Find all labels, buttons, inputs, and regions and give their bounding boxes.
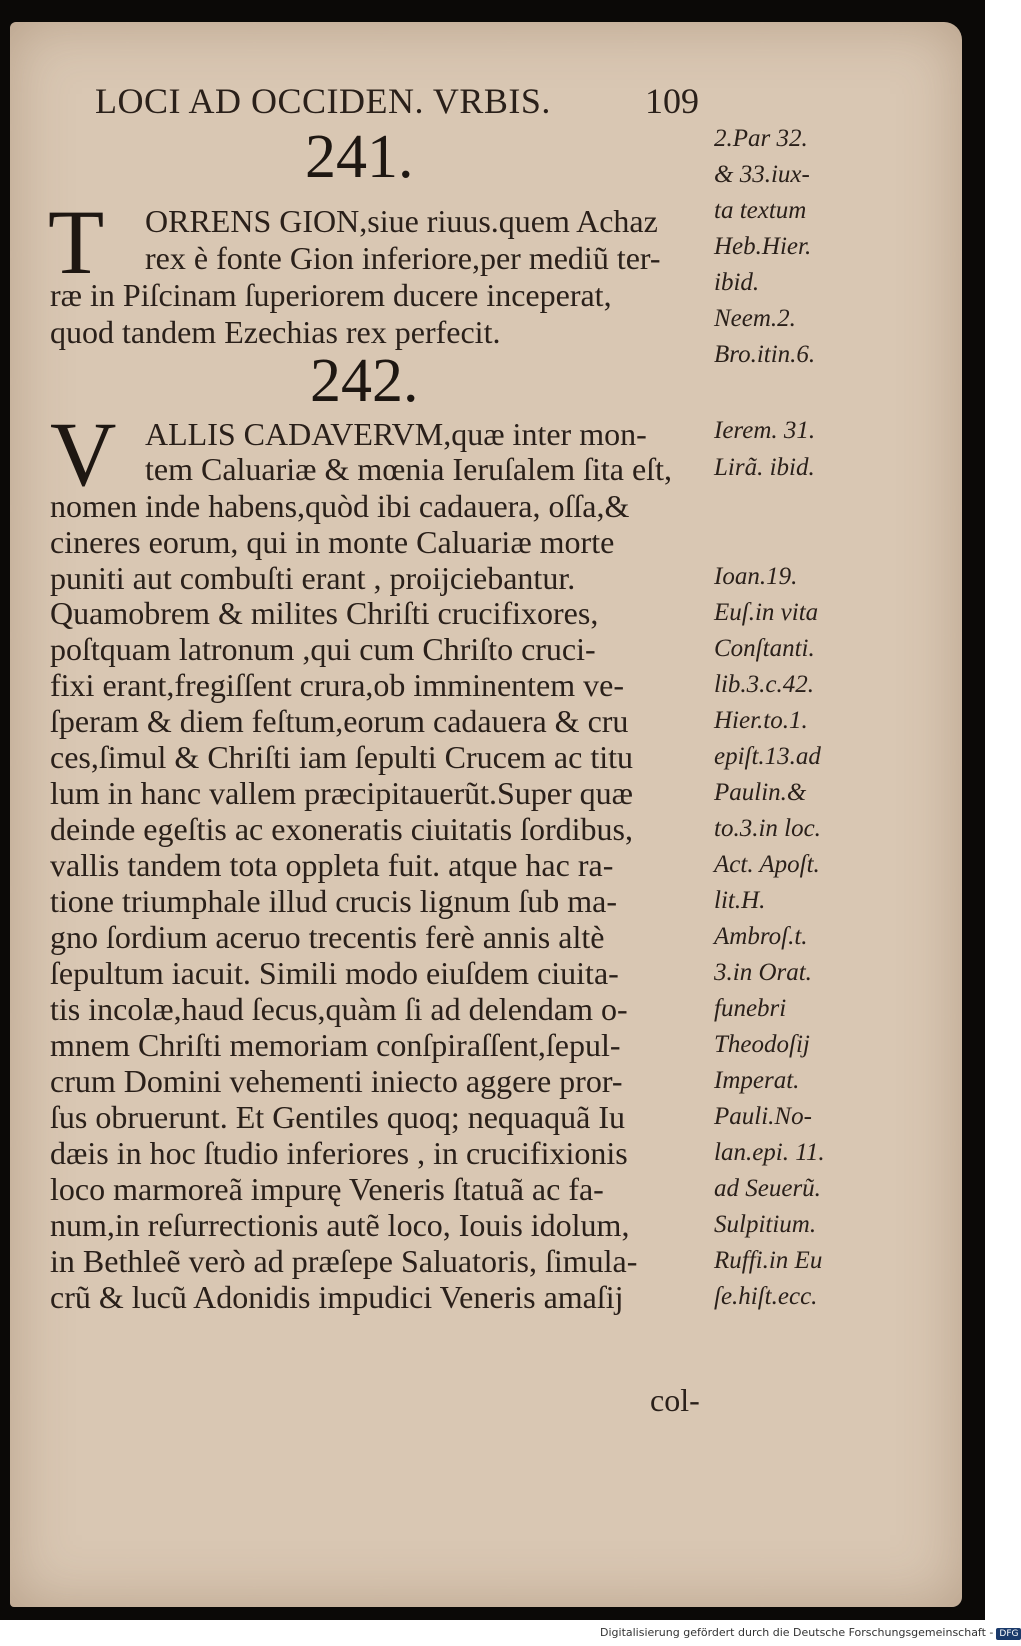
margin-note: Sulpitium. bbox=[714, 1211, 817, 1238]
body-line: tione triumphale illud crucis lignum ſub ma- bbox=[50, 883, 617, 919]
margin-note: Theodoſij bbox=[714, 1031, 810, 1058]
page-number: 109 bbox=[645, 81, 699, 121]
margin-note: Paulin.& bbox=[714, 779, 807, 806]
running-head: LOCI AD OCCIDEN. VRBIS. bbox=[95, 81, 551, 121]
margin-note: 3.in Orat. bbox=[714, 959, 812, 986]
body-line: deinde egeſtis ac exoneratis ciuitatis ſordibus, bbox=[50, 811, 633, 847]
margin-note: & 33.iux- bbox=[714, 161, 810, 188]
margin-note: Ambroſ.t. bbox=[714, 923, 808, 950]
body-line: fixi erant,fregiſſent crura,ob imminentem ve- bbox=[50, 667, 624, 703]
body-line: ræ in Piſcinam ſuperiorem ducere inceperat, bbox=[50, 277, 612, 313]
margin-note: ſe.hiſt.ecc. bbox=[714, 1283, 818, 1310]
dfg-logo: DFG bbox=[996, 1628, 1021, 1640]
body-line: dæis in hoc ſtudio inferiores , in crucifixionis bbox=[50, 1135, 628, 1171]
section-number-241: 241. bbox=[305, 123, 414, 191]
body-line: crũ & lucũ Adonidis impudici Veneris amaſij bbox=[50, 1279, 624, 1315]
body-line: cineres eorum, qui in monte Caluariæ morte bbox=[50, 524, 615, 560]
margin-note: lit.H. bbox=[714, 887, 766, 914]
margin-note: ad Seuerũ. bbox=[714, 1175, 821, 1202]
margin-note: Ruffi.in Eu bbox=[714, 1247, 823, 1274]
margin-note: Imperat. bbox=[714, 1067, 800, 1094]
margin-note: Act. Apoſt. bbox=[714, 851, 820, 878]
section-number-242: 242. bbox=[310, 347, 419, 415]
drop-cap-v: V bbox=[50, 403, 117, 505]
body-line: gno ſordium aceruo trecentis ferè annis altè bbox=[50, 919, 605, 955]
margin-note: Heb.Hier. bbox=[714, 233, 812, 260]
body-line: crum Domini vehementi iniecto aggere pror- bbox=[50, 1063, 623, 1099]
margin-note: Bro.itin.6. bbox=[714, 341, 816, 368]
margin-note: Lirã. ibid. bbox=[714, 454, 815, 481]
body-line: in Bethleẽ verò ad præſepe Saluatoris, ſimula- bbox=[50, 1243, 638, 1279]
margin-note: funebri bbox=[714, 995, 787, 1022]
margin-note: to.3.in loc. bbox=[714, 815, 821, 842]
margin-note: Ierem. 31. bbox=[714, 417, 816, 444]
body-line: tem Caluariæ & mœnia Ieruſalem ſita eſt, bbox=[145, 451, 672, 487]
margin-note: Pauli.No- bbox=[714, 1103, 812, 1130]
margin-note: Euſ.in vita bbox=[714, 599, 819, 626]
body-line: ſperam & diem feſtum,eorum cadauera & cru bbox=[50, 703, 629, 739]
margin-note: Hier.to.1. bbox=[714, 707, 808, 734]
margin-note: Neem.2. bbox=[714, 305, 796, 332]
body-line: ces,ſimul & Chriſti iam ſepulti Crucem ac titu bbox=[50, 739, 633, 775]
body-line: lum in hanc vallem præcipitauerũt.Super quæ bbox=[50, 775, 633, 811]
margin-note: lan.epi. 11. bbox=[714, 1139, 825, 1166]
margin-note: epiſt.13.ad bbox=[714, 743, 821, 770]
credit-text: Digitalisierung gefördert durch die Deutsche Forschungsgemeinschaft - bbox=[600, 1626, 994, 1639]
body-line: tis incolæ,haud ſecus,quàm ſi ad delendam o- bbox=[50, 991, 628, 1027]
body-line: Quamobrem & milites Chriſti crucifixores, bbox=[50, 595, 599, 631]
body-line: mnem Chriſti memoriam conſpiraſſent,ſepul- bbox=[50, 1027, 621, 1063]
body-line: num,in reſurrectionis autẽ loco, Iouis idolum, bbox=[50, 1207, 630, 1243]
margin-note: Ioan.19. bbox=[714, 563, 798, 590]
body-line: ALLIS CADAVERVM,quæ inter mon- bbox=[145, 416, 647, 452]
catchword: col- bbox=[650, 1382, 700, 1418]
body-line: ſepultum iacuit. Simili modo eiuſdem ciuita- bbox=[50, 955, 619, 991]
margin-note: lib.3.c.42. bbox=[714, 671, 814, 698]
body-line: rex è fonte Gion inferiore,per mediũ ter- bbox=[145, 240, 661, 276]
margin-note: Conſtanti. bbox=[714, 635, 815, 662]
margin-note: 2.Par 32. bbox=[714, 125, 808, 152]
digitization-credit bbox=[600, 1626, 1021, 1640]
margin-note: ibid. bbox=[714, 269, 760, 296]
body-line: ORRENS GION,siue riuus.quem Achaz bbox=[145, 203, 658, 239]
body-line: nomen inde habens,quòd ibi cadauera, oſſa,& bbox=[50, 488, 630, 524]
body-line: ſus obruerunt. Et Gentiles quoq; nequaquã Iu bbox=[50, 1099, 625, 1135]
body-line: poſtquam latronum ,qui cum Chriſto cruci- bbox=[50, 631, 596, 667]
body-line: vallis tandem tota oppleta fuit. atque hac ra- bbox=[50, 847, 614, 883]
body-line: puniti aut combuſti erant , proijciebantur. bbox=[50, 560, 576, 596]
body-line: quod tandem Ezechias rex perfecit. bbox=[50, 314, 501, 350]
body-line: loco marmoreã impurę Veneris ſtatuã ac fa- bbox=[50, 1171, 604, 1207]
drop-cap-t: T bbox=[48, 191, 105, 293]
margin-note: ta textum bbox=[714, 197, 807, 224]
